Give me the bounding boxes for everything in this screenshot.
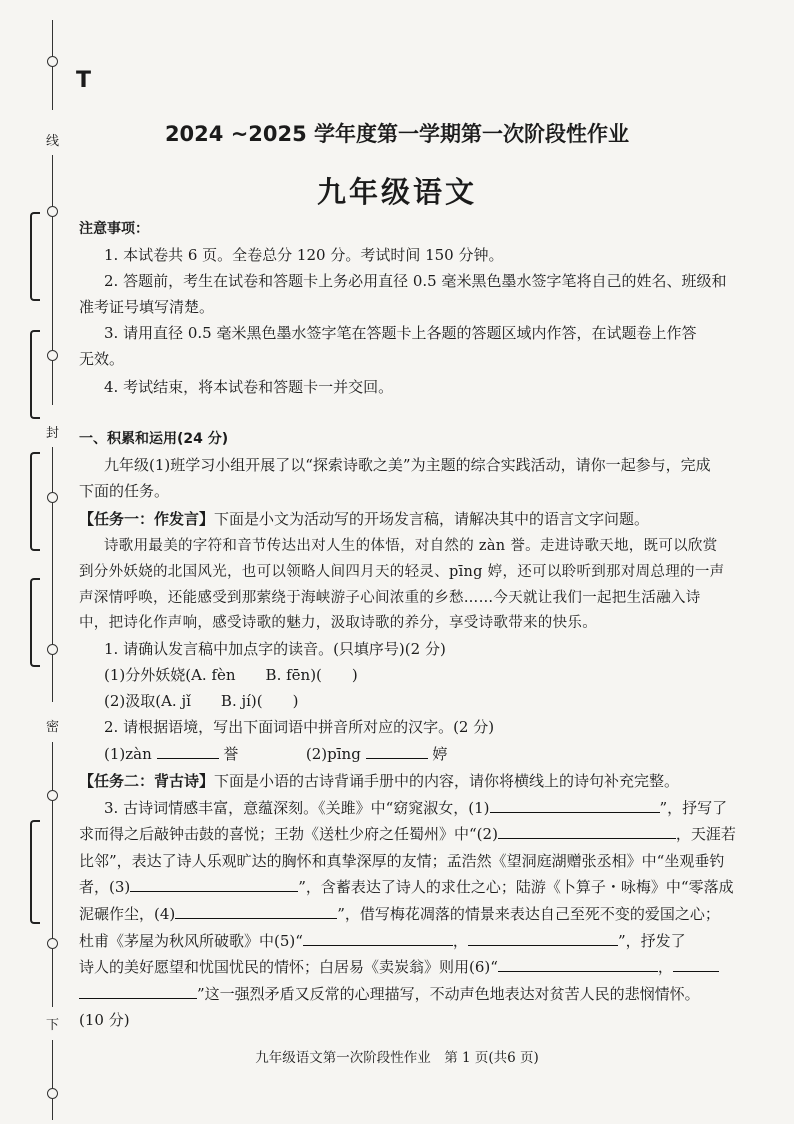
question-1-option: (1)分外妖娆(A. fèn B. fēn)( ) [104, 666, 358, 684]
answer-blank[interactable] [366, 744, 428, 759]
section-title: 一、积累和运用(24 分) [79, 431, 229, 447]
q2-b-pinyin: (2)pīng [305, 745, 361, 763]
notice-item: 准考证号填写清楚。 [79, 298, 215, 316]
q3-text: 杜甫《茅屋为秋风所破歌》中(5)“ [79, 932, 303, 950]
task2-line [79, 770, 679, 792]
notice-item: 无效。 [79, 350, 125, 368]
question-2: 2. 请根据语境，写出下面词语中拼音所对应的汉字。(2 分) [104, 718, 495, 736]
speech-line: 声深情呼唤，还能感受到那萦绕于海峡游子心间浓重的乡愁……今天就让我们一起把生活融入诗 [79, 590, 701, 606]
q3-text: ”这一强烈矛盾又反常的心理描写，不动声色地表达对贫苦人民的悲悯情怀。 [197, 985, 700, 1003]
q3-text: 者，(3) [79, 878, 131, 896]
q3-text: ”，借写梅花凋落的情景来表达自己至死不变的爱国之心； [337, 905, 720, 923]
question-1-option: (2)汲取(A. jǐ B. jí)( ) [104, 692, 299, 710]
q3-text: 泥碾作尘，(4) [79, 905, 176, 923]
margin-circle [47, 644, 58, 655]
notice-item: 1. 本试卷共 6 页。全卷总分 120 分。考试时间 150 分钟。 [104, 246, 504, 264]
notice-item: 2. 答题前，考生在试卷和答题卡上务必用直径 0.5 毫米黑色墨水签字笔将自己的姓名、班级和 [104, 272, 727, 290]
task2-label: 【任务二：背古诗】 [79, 772, 215, 790]
q3-text: 诗人的美好愿望和忧国忧民的情怀；白居易《卖炭翁》则用(6)“ [79, 958, 498, 976]
q3-text: ”，抒发了 [617, 932, 686, 950]
q2-a-pinyin: (1)zàn [104, 745, 152, 763]
margin-circle [47, 56, 58, 67]
question-1: 1. 请确认发言稿中加点字的读音。(只填序号)(2 分) [104, 640, 446, 658]
margin-bracket [30, 578, 40, 667]
margin-bracket [30, 452, 40, 551]
q3-line [104, 797, 727, 819]
q3-text: 求而得之后敲钟击鼓的喜悦；王勃《送杜少府之任蜀州》中“(2) [79, 825, 498, 843]
margin-char-mi: 密 [46, 720, 60, 735]
section-intro: 九年级(1)班学习小组开展了以“探索诗歌之美”为主题的综合实践活动，请你一起参与，完成 [104, 456, 711, 474]
subject-title: 九年级语文 [316, 175, 477, 209]
answer-blank[interactable] [490, 798, 660, 813]
notice-item: 3. 请用直径 0.5 毫米黑色墨水签字笔在答题卡上各题的答题区域内作答，在试题卷上作答 [104, 324, 697, 342]
page-footer: 九年级语文第一次阶段性作业 第 1 页(共6 页) [255, 1050, 539, 1066]
answer-blank[interactable] [157, 744, 219, 759]
q3-line: 比邻”，表达了诗人乐观旷达的胸怀和真挚深厚的友情；孟浩然《望洞庭湖赠张丞相》中“坐观垂钓 [79, 852, 725, 870]
task1-line [79, 508, 649, 530]
margin-circle [47, 1088, 58, 1099]
q3-line [79, 823, 736, 845]
corner-mark: T [76, 68, 92, 93]
notice-item: 4. 考试结束，将本试卷和答题卡一并交回。 [104, 378, 394, 396]
q3-line [79, 903, 720, 925]
speech-line: 到分外妖娆的北国风光，也可以领略人间四月天的轻灵、pīng 婷，还可以聆听到那对周总理的一声 [79, 564, 725, 580]
answer-blank[interactable] [130, 877, 298, 892]
exam-title: 2024 ~2025 学年度第一学期第一次阶段性作业 [164, 122, 630, 146]
q3-text: ， [452, 932, 468, 950]
margin-char-xian: 线 [46, 134, 60, 149]
q3-line [79, 956, 719, 978]
q3-text: ， [657, 958, 673, 976]
margin-line [52, 447, 53, 702]
margin-circle [47, 492, 58, 503]
answer-blank[interactable] [498, 824, 676, 839]
section-intro: 下面的任务。 [79, 482, 170, 500]
notice-heading: 注意事项： [79, 221, 149, 237]
task2-text: 下面是小语的古诗背诵手册中的内容，请你将横线上的诗句补充完整。 [214, 772, 680, 790]
speech-line: 诗歌用最美的字符和音节传达出对人生的体悟，对自然的 zàn 誉。走进诗歌天地，既可以欣赏 [104, 538, 718, 554]
margin-char-xia: 下 [46, 1018, 60, 1033]
answer-blank[interactable] [673, 957, 719, 972]
margin-bracket [30, 820, 40, 924]
q3-text: ”，抒写了 [659, 799, 728, 817]
speech-line: 中，把诗化作声响，感受诗歌的魅力，汲取诗歌的养分，享受诗歌带来的快乐。 [79, 615, 597, 631]
q3-line [79, 983, 700, 1005]
q3-score: (10 分) [79, 1011, 130, 1029]
q2-b-char: 婷 [432, 745, 448, 763]
q3-line [79, 876, 734, 898]
margin-circle [47, 938, 58, 949]
margin-line [52, 742, 53, 1007]
margin-circle [47, 350, 58, 361]
margin-bracket [30, 212, 40, 301]
margin-circle [47, 790, 58, 801]
margin-char-feng: 封 [46, 426, 60, 441]
q3-text: ，天涯若 [675, 825, 736, 843]
q2-a-char: 誉 [223, 745, 239, 763]
q3-line [79, 930, 686, 952]
answer-blank[interactable] [468, 931, 618, 946]
question-2-items [104, 743, 447, 765]
q3-text: ”，含蓄表达了诗人的求仕之心；陆游《卜算子・咏梅》中“零落成 [298, 878, 734, 896]
q3-text: 3. 古诗词情感丰富，意蕴深刻。《关雎》中“窈窕淑女，(1) [104, 799, 490, 817]
margin-bracket [30, 330, 40, 419]
task1-text: 下面是小文为活动写的开场发言稿，请解决其中的语言文字问题。 [214, 510, 650, 528]
task1-label: 【任务一：作发言】 [79, 510, 215, 528]
answer-blank[interactable] [79, 984, 197, 999]
answer-blank[interactable] [175, 904, 337, 919]
answer-blank[interactable] [498, 957, 658, 972]
answer-blank[interactable] [303, 931, 453, 946]
